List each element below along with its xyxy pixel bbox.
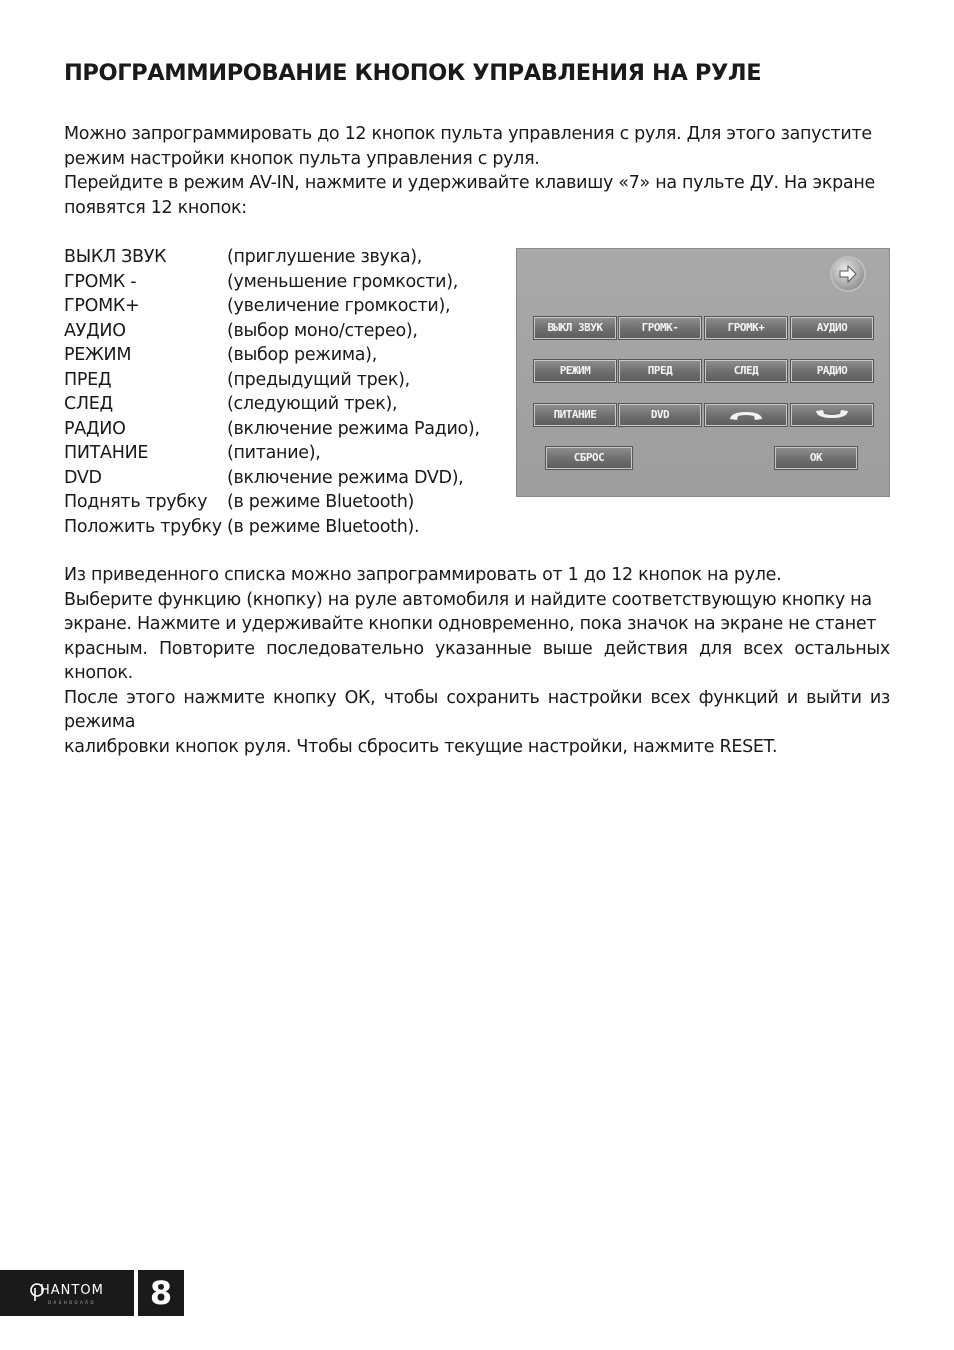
radio-button[interactable]: РАДИО — [791, 360, 873, 382]
function-desc: (питание), — [227, 443, 321, 463]
steering-buttons-screen — [516, 248, 890, 497]
function-row — [64, 392, 480, 417]
pickup-call-button[interactable] — [705, 404, 787, 426]
function-row — [64, 466, 480, 491]
function-desc: (в режиме Bluetooth). — [227, 516, 420, 537]
function-list — [64, 245, 480, 539]
function-row — [64, 294, 480, 319]
arrow-right-icon — [838, 265, 858, 283]
function-desc: (следующий трек), — [227, 394, 398, 414]
power-button[interactable]: ПИТАНИЕ — [534, 404, 616, 426]
volume-down-button[interactable]: ГРОМК- — [619, 317, 701, 339]
function-row — [64, 515, 480, 540]
hangup-call-button[interactable] — [791, 404, 873, 426]
intro-line: Перейдите в режим AV-IN, нажмите и удерживайте клавишу «7» на пульте ДУ. На экране — [64, 173, 875, 193]
function-name: Поднять трубку — [64, 492, 208, 512]
phone-pickup-icon — [728, 408, 764, 422]
intro-paragraph — [64, 122, 890, 220]
function-row — [64, 319, 480, 344]
audio-button[interactable]: АУДИО — [791, 317, 873, 339]
function-row — [64, 270, 480, 295]
outro-line: Из приведенного списка можно запрограммировать от 1 до 12 кнопок на руле. — [64, 565, 782, 585]
intro-line: режим настройки кнопок пульта управления с руля. — [64, 148, 540, 169]
function-name: DVD — [64, 467, 102, 488]
function-name: РАДИО — [64, 418, 126, 439]
ok-button[interactable]: ОК — [775, 447, 857, 469]
prev-button[interactable]: ПРЕД — [619, 360, 701, 382]
function-name: Положить трубку — [64, 516, 222, 537]
back-button[interactable] — [832, 258, 864, 290]
function-row — [64, 343, 480, 368]
function-desc: (в режиме Bluetooth) — [227, 492, 415, 512]
brand-subtitle: DASHBOARD — [48, 1300, 97, 1305]
brand-logo — [0, 1270, 134, 1316]
page-number: 8 — [138, 1270, 184, 1316]
function-desc: (выбор режима), — [227, 345, 377, 365]
outro-paragraph — [64, 563, 890, 759]
page-title: ПРОГРАММИРОВАНИЕ КНОПОК УПРАВЛЕНИЯ НА РУЛЕ — [64, 60, 762, 86]
volume-up-button[interactable]: ГРОМК+ — [705, 317, 787, 339]
outro-line: После этого нажмите кнопку ОК, чтобы сохранить настройки всех функций и выйти из режима — [64, 687, 890, 732]
function-name: ГРОМК+ — [64, 296, 140, 316]
dvd-button[interactable]: DVD — [619, 404, 701, 426]
intro-line: появятся 12 кнопок: — [64, 197, 247, 218]
function-desc: (выбор моно/стерео), — [227, 320, 418, 341]
intro-line: Можно запрограммировать до 12 кнопок пульта управления с руля. Для этого запустите — [64, 124, 872, 144]
function-name: СЛЕД — [64, 394, 113, 414]
outro-line: экране. Нажмите и удерживайте кнопки одновременно, пока значок на экране не станет — [64, 614, 877, 634]
mode-button[interactable]: РЕЖИМ — [534, 360, 616, 382]
mute-button[interactable]: ВЫКЛ ЗВУК — [534, 317, 616, 339]
outro-line: калибровки кнопок руля. Чтобы сбросить текущие настройки, нажмите RESET. — [64, 736, 778, 757]
function-desc: (предыдущий трек), — [227, 369, 410, 390]
function-row — [64, 245, 480, 270]
outro-line: Выберите функцию (кнопку) на руле автомобиля и найдите соответствующую кнопку на — [64, 589, 872, 610]
reset-button[interactable]: СБРОС — [546, 447, 632, 469]
function-desc: (приглушение звука), — [227, 247, 423, 267]
function-name: ГРОМК - — [64, 271, 137, 292]
function-desc: (включение режима Радио), — [227, 418, 480, 439]
brand-name: HANTOM — [40, 1283, 104, 1298]
outro-line: красным. Повторите последовательно указанные выше действия для всех остальных кнопок. — [64, 638, 890, 683]
function-desc: (уменьшение громкости), — [227, 271, 458, 292]
function-row — [64, 490, 480, 515]
function-desc: (увеличение громкости), — [227, 296, 451, 316]
function-row — [64, 441, 480, 466]
function-desc: (включение режима DVD), — [227, 467, 464, 488]
function-row — [64, 368, 480, 393]
function-name: ВЫКЛ ЗВУК — [64, 247, 167, 267]
phone-hangup-icon — [814, 408, 850, 422]
function-name: ПИТАНИЕ — [64, 443, 149, 463]
function-row — [64, 417, 480, 442]
next-button[interactable]: СЛЕД — [705, 360, 787, 382]
function-name: РЕЖИМ — [64, 345, 132, 365]
function-name: АУДИО — [64, 320, 126, 341]
function-name: ПРЕД — [64, 369, 112, 390]
